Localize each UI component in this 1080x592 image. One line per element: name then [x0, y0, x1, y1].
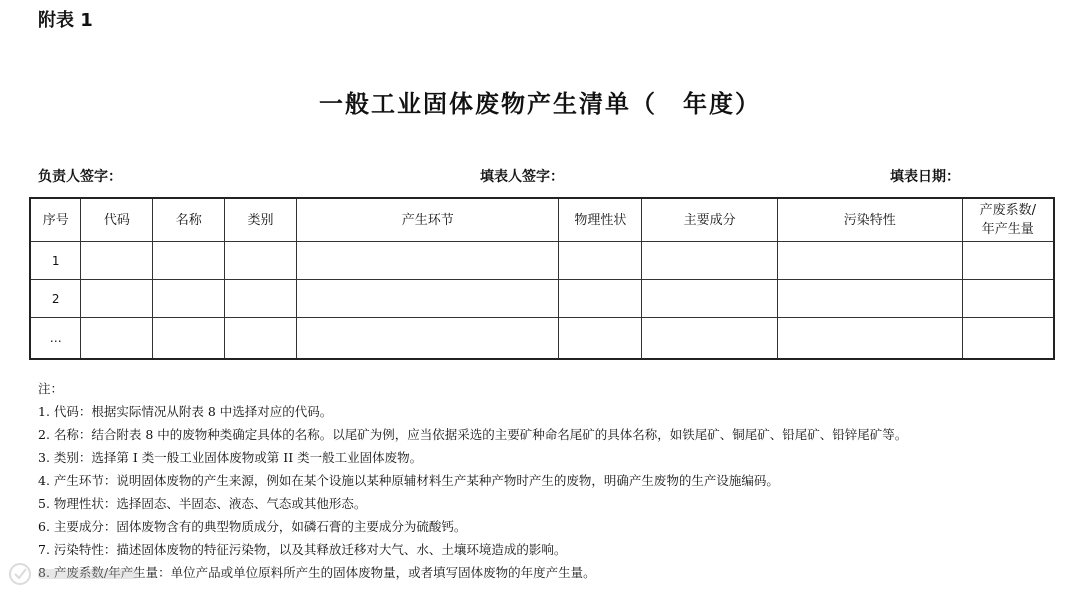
generation-stage-cell[interactable] — [296, 318, 558, 360]
generation-stage-cell[interactable] — [296, 242, 558, 280]
physical-state-cell[interactable] — [559, 318, 642, 360]
column-header-physical-state: 物理性状 — [559, 198, 642, 242]
waste-coefficient-cell[interactable] — [962, 318, 1054, 360]
column-header-code: 代码 — [81, 198, 153, 242]
name-cell[interactable] — [153, 242, 225, 280]
code-cell[interactable] — [81, 280, 153, 318]
code-cell[interactable] — [81, 318, 153, 360]
pollution-characteristics-cell[interactable] — [777, 242, 962, 280]
notes-heading: 注： — [38, 381, 64, 396]
category-cell[interactable] — [225, 280, 297, 318]
column-header-waste-coefficient-line2: 年产生量 — [981, 222, 1034, 237]
pollution-characteristics-cell[interactable] — [777, 280, 962, 318]
filler-signature-label: 填表人签字： — [480, 169, 564, 185]
column-header-main-components: 主要成分 — [642, 198, 778, 242]
main-components-cell[interactable] — [642, 242, 778, 280]
note-item-name: 2. 名称：结合附表 8 中的废物种类确定具体的名称。以尾矿为例，应当依据采选的主要矿种命名尾矿的具体名称，如铁尾矿、铜尾矿、铅尾矿、铅锌尾矿等。 — [38, 427, 908, 442]
notes-section — [38, 377, 907, 584]
note-item-code: 1. 代码：根据实际情况从附表 8 中选择对应的代码。 — [38, 404, 333, 419]
waste-inventory-table — [29, 197, 1055, 360]
table-header-row — [30, 198, 1054, 242]
waste-coefficient-cell[interactable] — [962, 280, 1054, 318]
waste-coefficient-cell[interactable] — [962, 242, 1054, 280]
note-item-pollution-characteristics: 7. 污染特性：描述固体废物的特征污染物，以及其释放迁移对大气、水、土壤环境造成的影响。 — [38, 542, 567, 557]
table-row — [30, 242, 1054, 280]
note-item-generation-stage: 4. 产生环节：说明固体废物的产生来源，例如在某个设施以某种原辅材料生产某种产物时产生的废物，明确产生废物的生产设施编码。 — [38, 473, 779, 488]
column-header-name: 名称 — [153, 198, 225, 242]
watermark-logo-icon — [6, 560, 146, 588]
document-title-prefix: 一般工业固体废物产生清单（ — [319, 90, 657, 118]
generation-stage-cell[interactable] — [296, 280, 558, 318]
column-header-generation-stage: 产生环节 — [296, 198, 558, 242]
note-item-main-components: 6. 主要成分：固体废物含有的典型物质成分，如磷石膏的主要成分为硫酸钙。 — [38, 519, 467, 534]
note-item-waste-coefficient: 8. 产废系数/年产生量：单位产品或单位原料所产生的固体废物量，或者填写固体废物的年度产生量。 — [38, 565, 596, 580]
main-components-cell[interactable] — [642, 318, 778, 360]
note-item-physical-state: 5. 物理性状：选择固态、半固态、液态、气态或其他形态。 — [38, 496, 367, 511]
category-cell[interactable] — [225, 318, 297, 360]
row-index-cell: 2 — [30, 280, 81, 318]
column-header-index: 序号 — [30, 198, 81, 242]
physical-state-cell[interactable] — [559, 280, 642, 318]
name-cell[interactable] — [153, 280, 225, 318]
column-header-category: 类别 — [225, 198, 297, 242]
column-header-waste-coefficient — [962, 198, 1054, 242]
pollution-characteristics-cell[interactable] — [777, 318, 962, 360]
category-cell[interactable] — [225, 242, 297, 280]
main-components-cell[interactable] — [642, 280, 778, 318]
row-index-cell: 1 — [30, 242, 81, 280]
column-header-pollution-characteristics: 污染特性 — [777, 198, 962, 242]
code-cell[interactable] — [81, 242, 153, 280]
document-title — [0, 84, 1080, 119]
name-cell[interactable] — [153, 318, 225, 360]
physical-state-cell[interactable] — [559, 242, 642, 280]
attachment-label: 附表 1 — [38, 10, 93, 31]
table-row — [30, 280, 1054, 318]
responsible-signature-label: 负责人签字： — [38, 169, 122, 185]
fill-date-label: 填表日期： — [890, 169, 960, 185]
note-item-category: 3. 类别：选择第 I 类一般工业固体废物或第 II 类一般工业固体废物。 — [38, 450, 423, 465]
column-header-waste-coefficient-line1: 产废系数/ — [979, 203, 1036, 218]
document-title-suffix: 年度） — [683, 90, 761, 118]
table-row — [30, 318, 1054, 360]
row-index-cell: … — [30, 318, 81, 360]
